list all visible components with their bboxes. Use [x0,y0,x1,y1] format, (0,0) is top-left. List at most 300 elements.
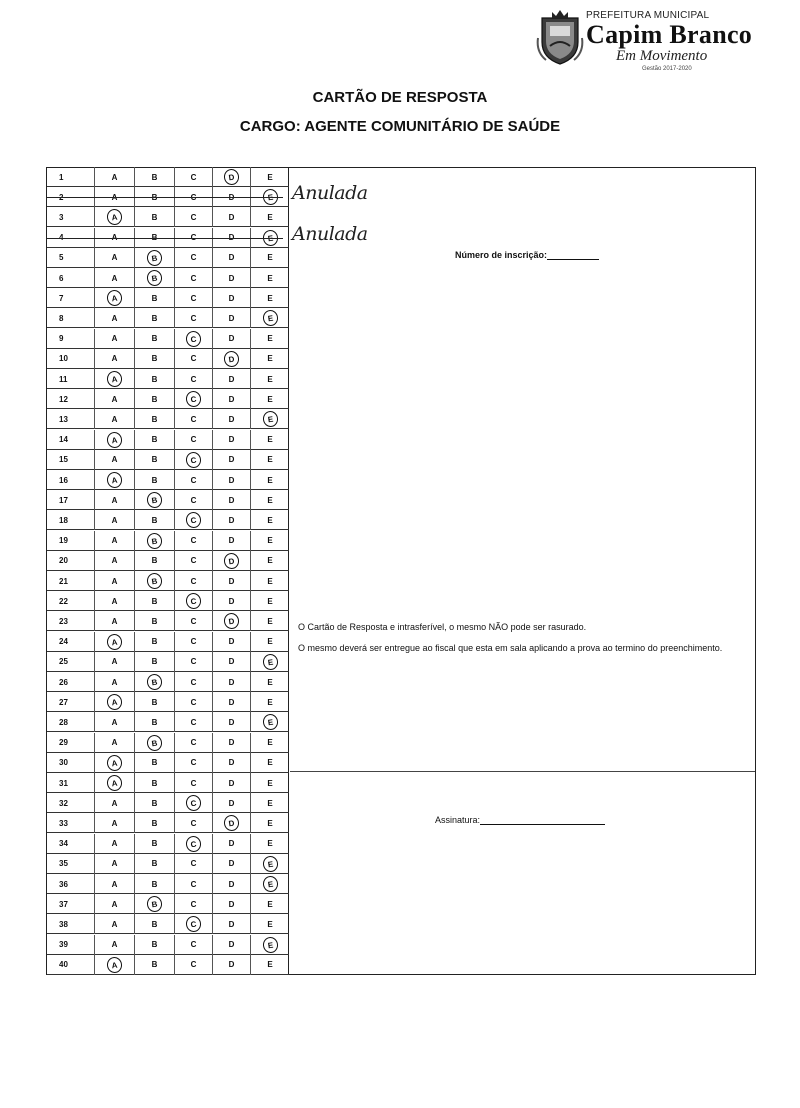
option-c[interactable]: C [175,632,213,652]
question-number: 34 [47,834,95,854]
option-e[interactable]: E [267,576,273,586]
marked-answer: E [261,713,278,731]
marked-answer: A [106,471,123,489]
option-b[interactable]: B [135,329,175,349]
option-e[interactable]: E [267,475,273,485]
answer-row [47,652,289,672]
option-d[interactable] [213,813,251,833]
option-c[interactable]: C [175,955,213,975]
answer-row [47,611,289,631]
question-number: 30 [47,753,95,773]
option-e[interactable]: E [267,495,273,505]
option-b[interactable]: B [135,914,175,934]
option-a[interactable]: A [95,571,135,591]
option-d[interactable] [213,349,251,369]
option-e[interactable]: E [267,839,273,849]
option-d[interactable]: D [213,207,251,227]
option-d[interactable]: D [213,712,251,732]
option-a[interactable]: A [95,652,135,672]
option-d[interactable]: D [213,652,251,672]
answer-row [47,712,289,732]
answer-row [47,854,289,874]
option-c[interactable]: C [175,652,213,672]
option-b[interactable]: B [135,935,175,955]
option-e[interactable]: E [267,212,273,222]
option-d[interactable]: D [213,268,251,288]
question-number: 38 [47,914,95,934]
option-d[interactable]: D [213,733,251,753]
option-e[interactable]: E [267,798,273,808]
option-a[interactable]: A [95,712,135,732]
option-b[interactable] [135,248,175,268]
option-b[interactable]: B [135,652,175,672]
option-e[interactable] [251,712,289,732]
option-c[interactable]: C [175,773,213,793]
rule-1: O Cartão de Resposta e intrasferível, o mesmo NÃO pode ser rasurado. [298,622,587,632]
option-a[interactable]: A [95,510,135,530]
strike-line [47,197,283,198]
answer-grid [47,167,289,975]
option-d[interactable]: D [213,914,251,934]
option-c[interactable] [175,329,213,349]
marked-answer: A [106,693,123,711]
marked-answer: A [106,289,123,307]
option-d[interactable] [213,167,251,187]
option-c[interactable]: C [175,349,213,369]
option-a[interactable] [95,692,135,712]
option-a[interactable]: A [95,591,135,611]
option-e[interactable] [251,409,289,429]
option-d[interactable] [213,551,251,571]
cargo-title: CARGO: AGENTE COMUNITÁRIO DE SAÚDE [239,118,561,135]
option-e[interactable]: E [267,172,273,182]
answer-row [47,167,289,187]
option-c[interactable]: C [175,551,213,571]
option-c[interactable] [175,510,213,530]
inscricao-label: Número de inscrição: [455,250,548,260]
option-c[interactable]: C [175,248,213,268]
option-b[interactable]: B [135,369,175,389]
question-number: 32 [47,793,95,813]
motto: Em Movimento [616,48,708,64]
option-b[interactable]: B [135,409,175,429]
option-a[interactable]: A [95,551,135,571]
option-a[interactable] [95,207,135,227]
answer-row [47,369,289,389]
rules-text [298,618,754,660]
option-a[interactable]: A [95,874,135,894]
option-e[interactable]: E [267,435,273,445]
marked-answer: E [261,875,278,893]
option-e[interactable] [251,935,289,955]
option-c[interactable]: C [175,308,213,328]
question-number: 25 [47,652,95,672]
marked-answer: A [106,431,123,449]
marked-answer: B [146,249,163,267]
option-d[interactable]: D [213,470,251,490]
marked-answer: E [261,309,278,327]
question-number: 15 [47,450,95,470]
option-a[interactable]: A [95,531,135,551]
answer-row [47,510,289,530]
assinatura-field [435,815,605,825]
question-number: 35 [47,854,95,874]
option-e[interactable] [251,308,289,328]
option-d[interactable]: D [213,753,251,773]
inscricao-field [455,250,599,260]
answer-row [47,288,289,308]
option-d[interactable]: D [213,409,251,429]
marked-answer: D [223,814,240,832]
option-a[interactable] [95,288,135,308]
option-d[interactable]: D [213,632,251,652]
option-b[interactable]: B [135,551,175,571]
option-e[interactable]: E [267,758,273,768]
answer-row [47,914,289,934]
option-a[interactable]: A [95,894,135,914]
option-b[interactable]: B [135,591,175,611]
marked-answer: A [106,754,123,772]
question-number: 29 [47,733,95,753]
option-b[interactable]: B [135,753,175,773]
answer-row [47,753,289,773]
answer-row [47,793,289,813]
marked-answer: A [106,633,123,651]
marked-answer: A [106,208,123,226]
option-b[interactable] [135,733,175,753]
option-a[interactable] [95,753,135,773]
option-a[interactable] [95,955,135,975]
option-e[interactable]: E [267,919,273,929]
marked-answer: B [146,734,163,752]
option-d[interactable]: D [213,510,251,530]
option-a[interactable]: A [95,914,135,934]
option-e[interactable]: E [267,293,273,303]
option-b[interactable] [135,268,175,288]
option-b[interactable]: B [135,349,175,369]
option-d[interactable]: D [213,773,251,793]
option-b[interactable]: B [135,389,175,409]
option-e[interactable]: E [267,273,273,283]
option-d[interactable]: D [213,854,251,874]
option-a[interactable]: A [95,935,135,955]
option-b[interactable]: B [135,834,175,854]
answer-row [47,268,289,288]
option-c[interactable]: C [175,672,213,692]
marked-answer: C [185,390,202,408]
option-b[interactable] [135,571,175,591]
question-number: 3 [47,207,95,227]
option-d[interactable]: D [213,591,251,611]
option-a[interactable] [95,773,135,793]
option-a[interactable]: A [95,268,135,288]
option-d[interactable]: D [213,308,251,328]
marked-answer: C [185,330,202,348]
question-number: 21 [47,571,95,591]
answer-row [47,591,289,611]
option-d[interactable]: D [213,692,251,712]
option-d[interactable]: D [213,894,251,914]
option-e[interactable]: E [267,515,273,525]
question-number: 40 [47,955,95,975]
marked-answer: B [146,269,163,287]
option-a[interactable]: A [95,308,135,328]
option-e[interactable]: E [267,556,273,566]
option-c[interactable]: C [175,207,213,227]
answer-row [47,813,289,833]
option-c[interactable]: C [175,470,213,490]
answer-row [47,692,289,712]
option-e[interactable]: E [267,899,273,909]
option-c[interactable]: C [175,813,213,833]
marked-answer: B [146,491,163,509]
option-b[interactable]: B [135,450,175,470]
marked-answer: D [223,350,240,368]
option-b[interactable]: B [135,793,175,813]
option-d[interactable]: D [213,834,251,854]
answer-row [47,935,289,955]
option-a[interactable]: A [95,854,135,874]
option-d[interactable]: D [213,490,251,510]
answer-row [47,470,289,490]
option-d[interactable]: D [213,369,251,389]
option-a[interactable]: A [95,672,135,692]
option-c[interactable]: C [175,531,213,551]
option-d[interactable]: D [213,793,251,813]
option-a[interactable]: A [95,409,135,429]
coat-of-arms-icon [536,8,584,66]
option-a[interactable] [95,470,135,490]
option-c[interactable]: C [175,571,213,591]
answer-row [47,349,289,369]
option-b[interactable] [135,531,175,551]
question-number: 18 [47,510,95,530]
option-b[interactable]: B [135,692,175,712]
option-b[interactable]: B [135,874,175,894]
option-a[interactable]: A [95,733,135,753]
option-b[interactable]: B [135,207,175,227]
option-e[interactable]: E [267,394,273,404]
option-a[interactable]: A [95,349,135,369]
marked-answer: A [106,956,123,974]
marked-answer: D [223,168,240,186]
option-a[interactable]: A [95,611,135,631]
answer-row [47,248,289,268]
option-b[interactable]: B [135,955,175,975]
option-e[interactable]: E [267,738,273,748]
option-b[interactable]: B [135,510,175,530]
option-c[interactable]: C [175,894,213,914]
option-b[interactable] [135,672,175,692]
option-c[interactable]: C [175,692,213,712]
option-a[interactable]: A [95,248,135,268]
question-number: 36 [47,874,95,894]
question-number: 6 [47,268,95,288]
question-number: 20 [47,551,95,571]
option-c[interactable] [175,834,213,854]
option-a[interactable]: A [95,167,135,187]
option-b[interactable]: B [135,712,175,732]
question-number: 12 [47,389,95,409]
answer-row [47,531,289,551]
option-b[interactable]: B [135,632,175,652]
option-e[interactable]: E [267,960,273,970]
option-a[interactable]: A [95,329,135,349]
marked-answer: C [185,451,202,469]
option-c[interactable]: C [175,288,213,308]
option-c[interactable]: C [175,874,213,894]
marked-answer: E [261,653,278,671]
option-d[interactable]: D [213,571,251,591]
option-a[interactable]: A [95,490,135,510]
question-number: 17 [47,490,95,510]
answer-row [47,329,289,349]
option-c[interactable]: C [175,712,213,732]
assinatura-label: Assinatura: [435,815,481,825]
marked-answer: B [146,532,163,550]
option-e[interactable]: E [267,455,273,465]
inscricao-line[interactable] [547,259,599,260]
option-b[interactable]: B [135,308,175,328]
option-d[interactable]: D [213,288,251,308]
question-number: 24 [47,632,95,652]
option-a[interactable] [95,369,135,389]
option-d[interactable]: D [213,248,251,268]
marked-answer: A [106,370,123,388]
option-d[interactable]: D [213,955,251,975]
option-c[interactable] [175,450,213,470]
option-d[interactable] [213,611,251,631]
question-number: 22 [47,591,95,611]
question-number: 10 [47,349,95,369]
answer-row [47,672,289,692]
option-e[interactable] [251,874,289,894]
option-e[interactable]: E [267,697,273,707]
question-number: 5 [47,248,95,268]
option-a[interactable] [95,632,135,652]
option-e[interactable]: E [267,677,273,687]
question-number: 28 [47,712,95,732]
question-number: 23 [47,611,95,631]
answer-row [47,874,289,894]
option-d[interactable]: D [213,531,251,551]
option-e[interactable]: E [267,536,273,546]
question-number: 27 [47,692,95,712]
option-e[interactable]: E [267,818,273,828]
panel-divider [290,771,755,772]
option-a[interactable]: A [95,813,135,833]
option-c[interactable]: C [175,369,213,389]
option-c[interactable]: C [175,854,213,874]
answer-row [47,450,289,470]
option-e[interactable]: E [267,596,273,606]
option-e[interactable]: E [267,374,273,384]
option-e[interactable]: E [267,334,273,344]
option-b[interactable]: B [135,288,175,308]
option-b[interactable] [135,894,175,914]
marked-answer: C [185,835,202,853]
marked-answer: B [146,673,163,691]
option-c[interactable]: C [175,733,213,753]
answer-row [47,551,289,571]
option-c[interactable]: C [175,611,213,631]
marked-answer: E [261,855,278,873]
option-e[interactable]: E [267,253,273,263]
option-c[interactable] [175,793,213,813]
question-number: 37 [47,894,95,914]
option-b[interactable]: B [135,813,175,833]
option-c[interactable]: C [175,167,213,187]
answer-row [47,409,289,429]
answer-row [47,308,289,328]
option-a[interactable]: A [95,793,135,813]
option-e[interactable]: E [267,778,273,788]
answer-row [47,430,289,450]
question-number: 31 [47,773,95,793]
marked-answer: A [106,774,123,792]
option-d[interactable]: D [213,329,251,349]
option-e[interactable]: E [267,616,273,626]
question-number: 19 [47,531,95,551]
marked-answer: E [261,410,278,428]
option-c[interactable]: C [175,935,213,955]
option-c[interactable]: C [175,268,213,288]
question-number: 39 [47,935,95,955]
option-b[interactable]: B [135,430,175,450]
option-a[interactable] [95,430,135,450]
option-a[interactable]: A [95,450,135,470]
option-b[interactable]: B [135,773,175,793]
option-b[interactable] [135,490,175,510]
option-c[interactable]: C [175,430,213,450]
option-d[interactable]: D [213,430,251,450]
option-b[interactable]: B [135,167,175,187]
option-e[interactable]: E [267,637,273,647]
question-number: 1 [47,167,95,187]
option-d[interactable]: D [213,450,251,470]
assinatura-line[interactable] [480,824,605,825]
option-d[interactable]: D [213,874,251,894]
option-c[interactable]: C [175,753,213,773]
marked-answer: B [146,572,163,590]
option-b[interactable]: B [135,854,175,874]
option-c[interactable] [175,591,213,611]
question-number: 16 [47,470,95,490]
option-e[interactable]: E [267,354,273,364]
option-b[interactable]: B [135,611,175,631]
option-d[interactable]: D [213,672,251,692]
option-c[interactable]: C [175,409,213,429]
option-d[interactable]: D [213,389,251,409]
option-b[interactable]: B [135,470,175,490]
answer-row [47,207,289,227]
prefeitura-label: PREFEITURA MUNICIPAL [586,10,710,21]
option-c[interactable] [175,389,213,409]
option-d[interactable]: D [213,935,251,955]
gestao-label: Gestão 2017-2020 [642,66,692,72]
option-a[interactable]: A [95,389,135,409]
marked-answer: B [146,895,163,913]
option-e[interactable] [251,652,289,672]
option-c[interactable]: C [175,490,213,510]
option-a[interactable]: A [95,834,135,854]
option-c[interactable] [175,914,213,934]
answer-row [47,389,289,409]
answer-row [47,632,289,652]
anulada-note: Anulada [292,222,368,245]
answer-row [47,955,289,975]
option-e[interactable] [251,854,289,874]
